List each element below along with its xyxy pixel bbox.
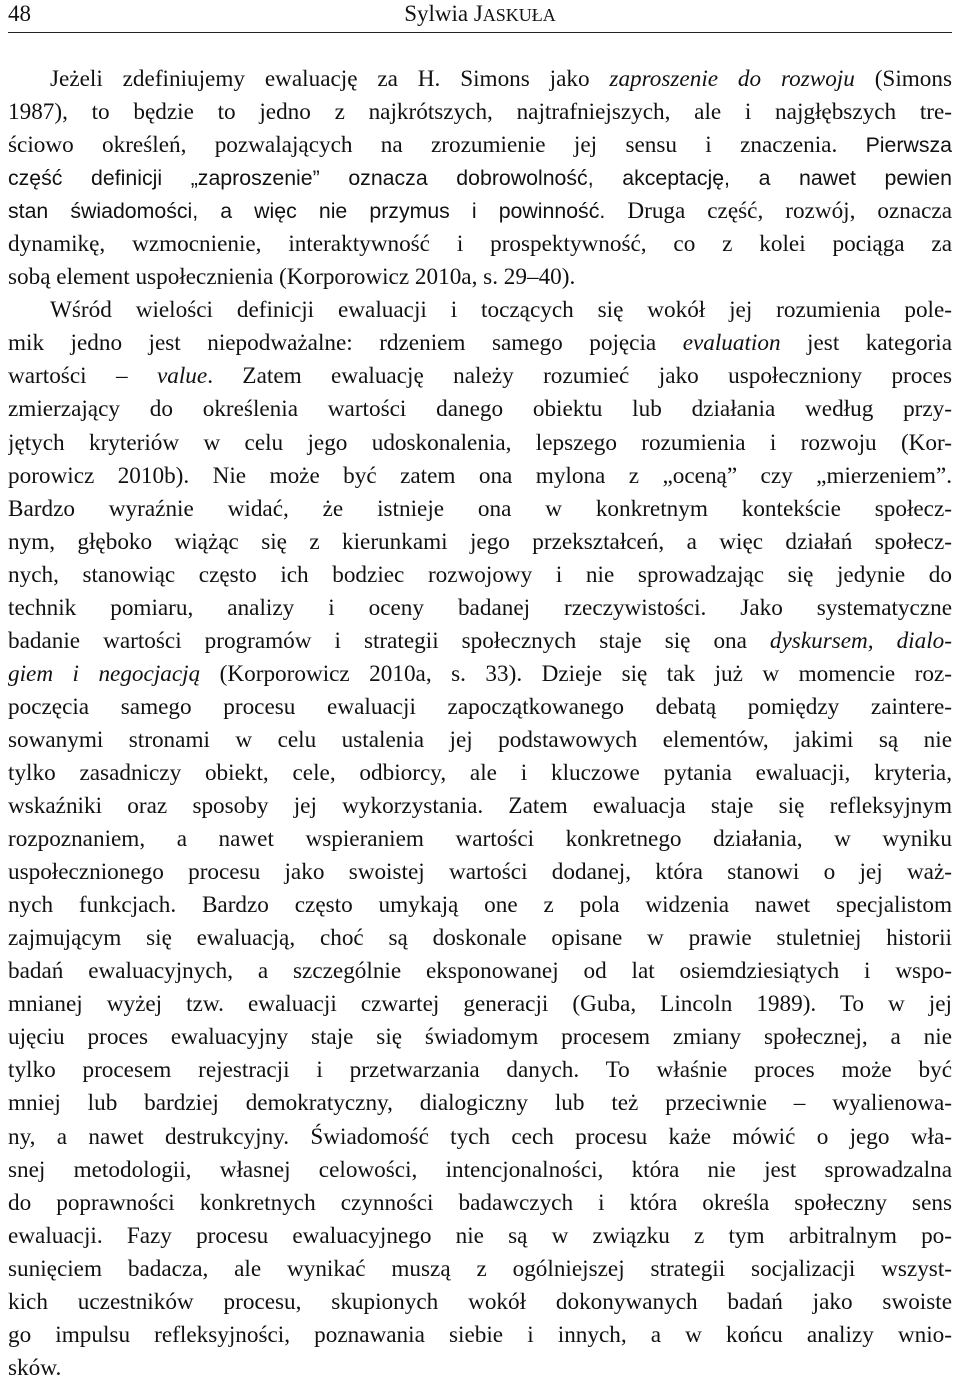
text-run: mik jedno jest niepodważalne: rdzeniem samego pojęcia [8,330,683,357]
text-run: tylko procesem rejestracji i przetwarzania danych. To właśnie proces może być [8,1057,952,1084]
text-run: zajmującym się ewaluacją, choć są doskonale opisane w prawie stuletniej historii [8,925,952,952]
text-line [8,724,952,757]
text-run: stan świadomości, a więc nie przymus i powinność. [8,199,628,224]
text-line [8,823,952,856]
text-line [8,757,952,790]
text-run: Wśród wielości definicji ewaluacji i toczących się wokół jej rozumienia pole- [50,297,952,324]
text-run: ny, a nawet destrukcyjny. Świadomość tych cech procesu każe mówić o jego wła- [8,1123,952,1150]
text-line [8,988,952,1021]
text-line [8,1154,952,1187]
text-line [8,96,952,129]
text-run: sowanymi stronami w celu ustalenia jej podstawowych elementów, jakimi są nie [8,726,952,753]
text-run: sunięciem badacza, ale wynikać muszą z ogólniejszej strategii socjalizacji wszyst- [8,1255,952,1282]
text-run: dyskursem, dialo- [769,627,952,654]
text-line [8,1121,952,1154]
text-line [8,790,952,823]
text-run: value [156,363,208,390]
text-run: giem i negocjacją [8,660,201,687]
text-run: poczęcia samego procesu ewaluacji zapoczątkowanego debatą pomiędzy zaintere- [8,693,952,720]
text-line [8,889,952,922]
text-line [8,955,952,988]
text-run: technik pomiaru, analizy i oceny badanej rzeczywistości. Jako systematyczne [8,594,952,621]
text-line [8,1054,952,1087]
text-run: mniej lub bardziej demokratyczny, dialogiczny lub też przeciwnie – wyalienowa- [8,1090,952,1117]
text-line [8,1187,952,1220]
header-rule [8,32,952,33]
text-run: evaluation [682,330,781,357]
text-run: badań ewaluacyjnych, a szczególnie eksponowanej od lat osiemdziesiątych i wspo- [8,958,952,985]
text-line [8,526,952,559]
text-line [8,1021,952,1054]
text-run: (Korporowicz 2010a, s. 33). Dzieje się tak już w momencie roz- [200,660,952,687]
text-run: nym, głęboko wiążąc się z kierunkami jego przekształceń, a więc działań społecz- [8,528,952,555]
text-run: Pierwsza [865,133,952,158]
text-line [8,592,952,625]
text-line [8,1087,952,1120]
running-head-author-smallcaps: ASKUŁA [482,5,556,25]
text-run: wskaźniki oraz sposoby jej wykorzystania. Zatem ewaluacja staje się refleksyjnym [8,793,952,820]
text-run: rozpoznaniem, a nawet wspieraniem wartości konkretnego działania, w wyniku [8,826,952,853]
running-head [8,1,952,27]
text-line [8,1220,952,1253]
text-run: do poprawności konkretnych czynności badawczych i która określa społeczny sens [8,1189,952,1216]
text-line [8,460,952,493]
text-run: badanie wartości programów i strategii społecznych staje się ona [8,627,770,654]
text-run: ewaluacji. Fazy procesu ewaluacyjnego nie są w związku z tym arbitralnym po- [8,1222,952,1249]
page-header [8,0,952,34]
text-line [8,1319,952,1352]
text-line [8,162,952,195]
text-run: część definicji „zaproszenie” oznacza dobrowolność, akceptację, a nawet pewien [8,166,952,191]
page-number: 48 [8,1,31,26]
text-line [8,63,952,96]
text-line [8,658,952,691]
text-run: nych funkcjach. Bardzo często umykają one z pola widzenia nawet specjalistom [8,892,952,919]
text-line [8,427,952,460]
text-run: go impulsu refleksyjności, poznawania siebie i innych, a w końcu analizy wnio- [8,1321,952,1348]
text-line [8,129,952,162]
text-line [8,691,952,724]
text-run: nych, stanowiąc często ich bodziec rozwojowy i nie sprowadzając się jedynie do [8,561,952,588]
text-run: sków. [8,1354,62,1381]
text-run: jest kategoria [780,330,952,357]
text-line [8,1286,952,1319]
text-line [8,294,952,327]
text-run: Jeżeli zdefiniujemy ewaluację za H. Simons jako [50,66,610,92]
text-line [8,856,952,889]
text-run: ujęciu proces ewaluacyjny staje się świadomym procesem zmiany społecznej, a nie [8,1024,952,1051]
text-line [8,327,952,360]
running-head-author: Sylwia J [404,1,483,26]
text-line [8,228,952,261]
text-run: (Simons [854,66,952,92]
text-run: tylko zasadniczy obiekt, cele, odbiorcy, ale i kluczowe pytania ewaluacji, kryteria, [8,759,952,786]
text-run: mnianej wyżej tzw. ewaluacji czwartej generacji (Guba, Lincoln 1989). To w jej [8,991,952,1018]
text-run: 1987), to będzie to jedno z najkrótszych, najtrafniejszych, ale i najgłębszych tre- [8,99,952,126]
text-line [8,559,952,592]
text-run: dynamikę, wzmocnienie, interaktywność i prospektywność, co z kolei pociąga za [8,231,952,258]
text-run: Druga część, rozwój, oznacza [627,198,952,225]
text-line [8,493,952,526]
text-run: snej metodologii, własnej celowości, intencjonalności, która nie jest sprowadzalna [8,1156,952,1183]
text-run: porowicz 2010b). Nie może być zatem ona mylona z „oceną” czy „mierzeniem”. [8,462,952,489]
text-run: wartości – [8,363,157,390]
text-run: Bardzo wyraźnie widać, że istnieje ona w konkretnym kontekście społecz- [8,495,952,522]
text-line [8,922,952,955]
text-run: uspołecznionego procesu jako swoistej wartości dodanej, która stanowi o jej waż- [8,859,952,886]
text-run: . Zatem ewaluację należy rozumieć jako uspołeczniony proces [207,363,952,390]
text-line [8,625,952,658]
text-line [8,360,952,393]
text-run: ściowo określeń, pozwalających na zrozumienie jej sensu i znaczenia. [8,132,866,159]
text-line [8,1352,952,1385]
text-run: jętych kryteriów w celu jego udoskonalenia, lepszego rozumienia i rozwoju (Kor- [8,429,952,456]
text-run: sobą element uspołecznienia (Korporowicz 2010a, s. 29–40). [8,264,576,291]
text-run: zaproszenie do rozwoju [609,66,855,92]
text-line [8,393,952,426]
text-run: zmierzający do określenia wartości danego obiektu lub działania według przy- [8,396,952,423]
body-text [8,63,952,1385]
text-run: kich uczestników procesu, skupionych wokół dokonywanych badań jako swoiste [8,1288,952,1315]
text-line [8,1253,952,1286]
text-line [8,261,952,294]
text-line [8,195,952,228]
